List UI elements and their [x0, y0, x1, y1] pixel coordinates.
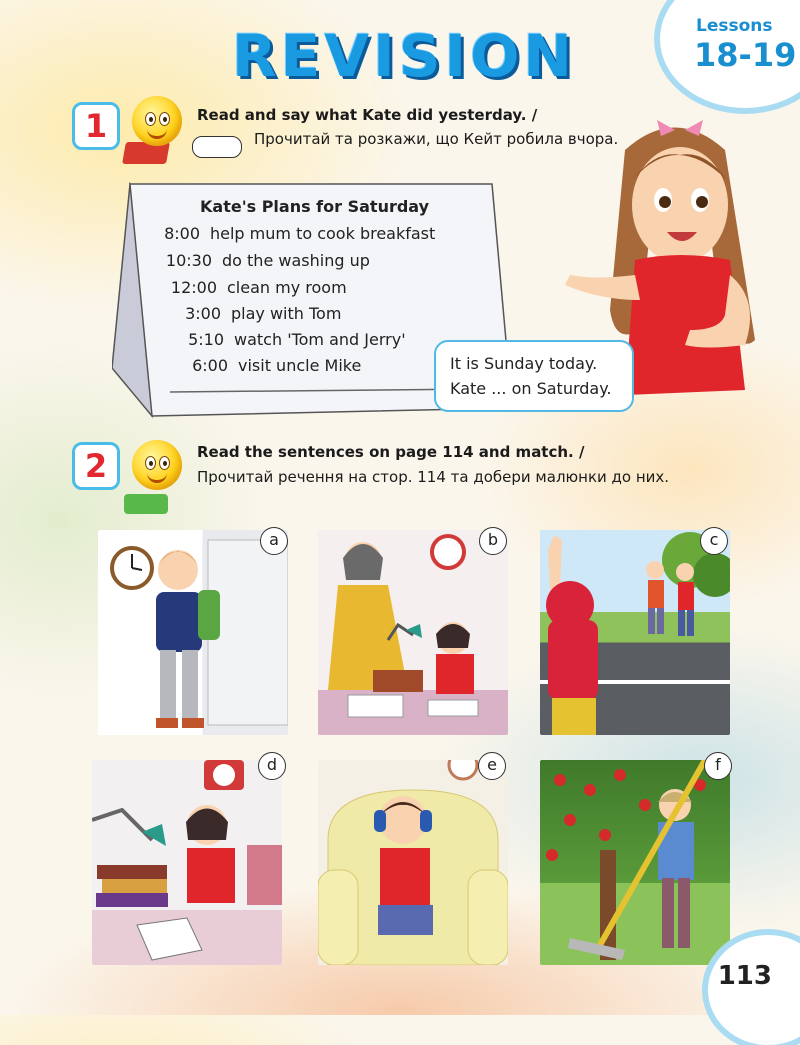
- exercise-1-instruction-en: Read and say what Kate did yesterday. /: [197, 106, 538, 124]
- plan-row: 3:00 play with Tom: [185, 304, 342, 323]
- page-number: 113: [717, 961, 772, 991]
- exercise-2-instruction-ua: Прочитай речення на стор. 114 та добери малюнки до них.: [197, 468, 670, 486]
- lessons-range: 18-19: [694, 36, 797, 74]
- lessons-label: Lessons: [696, 16, 773, 36]
- picture-c-label: c: [700, 527, 728, 555]
- puzzle-smiley-icon: [132, 440, 182, 490]
- speech-bubble: [434, 340, 634, 412]
- picture-a: [98, 530, 288, 735]
- exercise-1-number: 1: [72, 102, 120, 150]
- picture-a-label: a: [260, 527, 288, 555]
- exercise-2-number: 2: [72, 442, 120, 490]
- picture-d: [92, 760, 282, 965]
- picture-d-label: d: [258, 752, 286, 780]
- picture-f-label: f: [704, 752, 732, 780]
- picture-e-label: e: [478, 752, 506, 780]
- plans-title: Kate's Plans for Saturday: [200, 197, 430, 216]
- plan-row: 8:00 help mum to cook breakfast: [164, 224, 436, 243]
- speak-icon: [192, 136, 242, 158]
- bubble-line-1: It is Sunday today.: [450, 354, 598, 373]
- reading-smiley-icon: [132, 96, 182, 146]
- puzzle-icon: [124, 494, 168, 514]
- exercise-2-instruction-en: Read the sentences on page 114 and match. /: [197, 443, 585, 461]
- bubble-line-2: Kate ... on Saturday.: [450, 379, 612, 398]
- picture-b-label: b: [479, 527, 507, 555]
- exercise-1-instruction-ua: Прочитай та розкажи, що Кейт робила вчора.: [254, 130, 619, 148]
- picture-b: [318, 530, 508, 735]
- lessons-badge: [660, 0, 800, 108]
- plan-row: 5:10 watch 'Tom and Jerry': [188, 330, 406, 349]
- picture-e: [318, 760, 508, 965]
- picture-f: [540, 760, 730, 965]
- picture-c: [540, 530, 730, 735]
- plan-row: 6:00 visit uncle Mike: [192, 356, 362, 375]
- plan-row: 12:00 clean my room: [170, 278, 347, 297]
- plan-row: 10:30 do the washing up: [165, 251, 370, 270]
- page-title: REVISION: [232, 22, 576, 90]
